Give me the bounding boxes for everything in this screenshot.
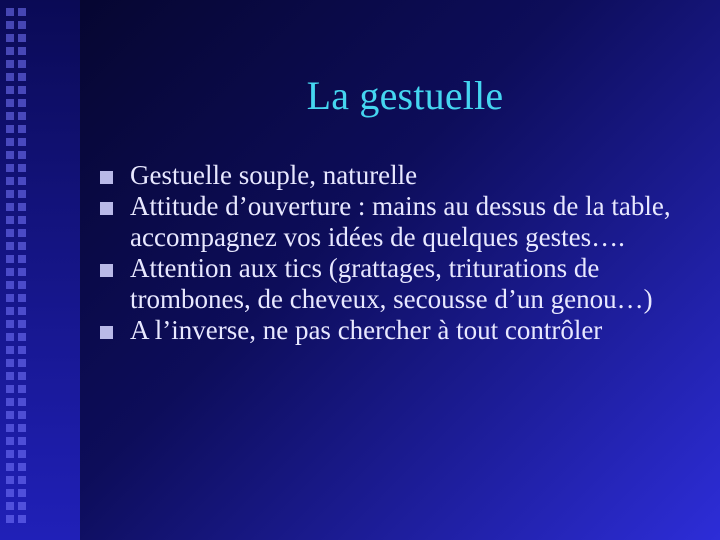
square-bullet-icon — [100, 264, 113, 277]
square-bullet-icon — [100, 171, 113, 184]
bullet-text: Attitude d’ouverture : mains au dessus de la table, accompagnez vos idées de quelques gestes…. — [130, 191, 671, 252]
square-bullet-icon — [100, 326, 113, 339]
square-bullet-icon — [100, 202, 113, 215]
bullet-text: Gestuelle souple, naturelle — [130, 160, 418, 190]
slide-title: La gestuelle — [306, 73, 504, 118]
bullet-item — [100, 191, 715, 253]
bullet-item — [100, 160, 715, 191]
bullet-list — [100, 160, 715, 346]
bullet-text: Attention aux tics (grattages, triturations de trombones, de cheveux, secousse d’un genou…) — [130, 253, 653, 314]
bullet-text: A l’inverse, ne pas chercher à tout contrôler — [130, 315, 603, 345]
bullet-item — [100, 253, 715, 315]
bullet-item — [100, 315, 715, 346]
